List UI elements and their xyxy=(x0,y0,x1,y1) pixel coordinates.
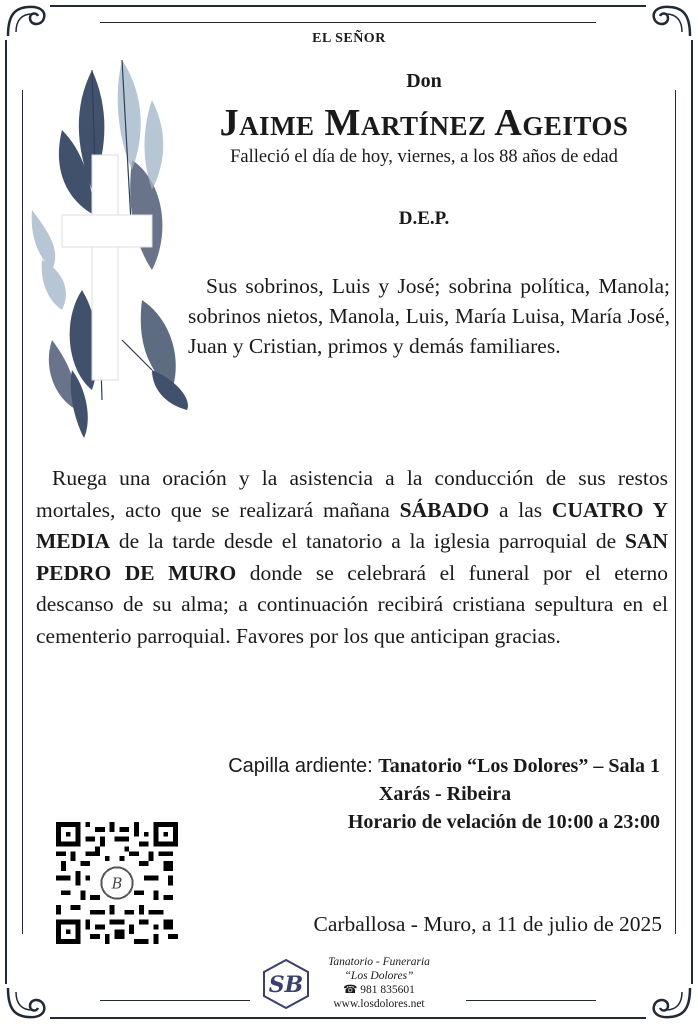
death-notice-line: Falleció el día de hoy, viernes, a los 88 años de edad xyxy=(230,147,618,167)
svg-text:B: B xyxy=(111,875,123,893)
ceremony-time: CUATRO Y MEDIA xyxy=(36,497,668,553)
funeral-home-info xyxy=(314,955,444,1011)
ceremony-day: SÁBADO xyxy=(399,497,490,522)
ceremony-text-4: donde se celebrará el funeral por el eterno descanso de su alma; a continuación recibirá cristiana sepultura en el cementerio parroquial. Favores por los que anticipan gracias. xyxy=(36,560,668,648)
corner-ornament-bottom-right xyxy=(648,986,694,1022)
border-top-inner-line xyxy=(100,22,596,23)
honorific: Don xyxy=(406,70,442,92)
wake-hours: Horario de velación de 10:00 a 23:00 xyxy=(347,811,660,833)
border-top-line xyxy=(50,5,646,7)
qr-code-icon[interactable] xyxy=(56,822,178,944)
funeral-home-logo-icon xyxy=(260,958,312,1010)
border-bottom-line xyxy=(50,1017,646,1019)
ceremony-church: SAN PEDRO DE MURO xyxy=(36,529,668,585)
wake-location xyxy=(100,752,660,780)
cross-icon xyxy=(22,40,192,440)
dep-label: D.E.P. xyxy=(398,208,450,229)
place-and-date: Carballosa - Muro, a 11 de julio de 2025 xyxy=(313,912,662,936)
funeral-home-phone[interactable]: ☎ 981 835601 xyxy=(343,984,415,996)
deceased-name: Jaime Martínez Ageitos xyxy=(219,102,629,144)
svg-text:SB: SB xyxy=(268,972,304,998)
wake-town: Xarás - Ribeira xyxy=(378,783,512,805)
border-left-line xyxy=(5,40,7,984)
funeral-home-type: Tanatorio - Funeraria xyxy=(328,956,430,968)
funeral-home-name: “Los Dolores” xyxy=(344,970,414,982)
border-bottom-inner-right xyxy=(466,1000,596,1001)
corner-ornament-bottom-left xyxy=(4,986,50,1022)
family-paragraph: Sus sobrinos, Luis y José; sobrina política, Manola; sobrinos nietos, Manola, Luis, María Luisa, María José, Juan y Cristian, primos y demás familiares. xyxy=(188,274,670,358)
border-right-inner-line xyxy=(675,90,676,934)
ceremony-text-2: a las xyxy=(489,497,552,522)
border-right-line xyxy=(691,40,693,984)
ceremony-text-3: de la tarde desde el tanatorio a la iglesia parroquial de xyxy=(110,529,625,553)
el-senor-label: EL SEÑOR xyxy=(312,31,386,46)
ceremony-paragraph xyxy=(36,463,668,652)
wake-label: Capilla ardiente: xyxy=(228,755,379,777)
funeral-home-website[interactable]: www.losdolores.net xyxy=(333,998,425,1010)
wake-place: Tanatorio “Los Dolores” – Sala 1 xyxy=(378,755,660,777)
ceremony-text-1: Ruega una oración y la asistencia a la conducción de sus restos mortales, acto que se realizará mañana xyxy=(36,466,668,522)
border-bottom-inner-left xyxy=(100,1000,250,1001)
